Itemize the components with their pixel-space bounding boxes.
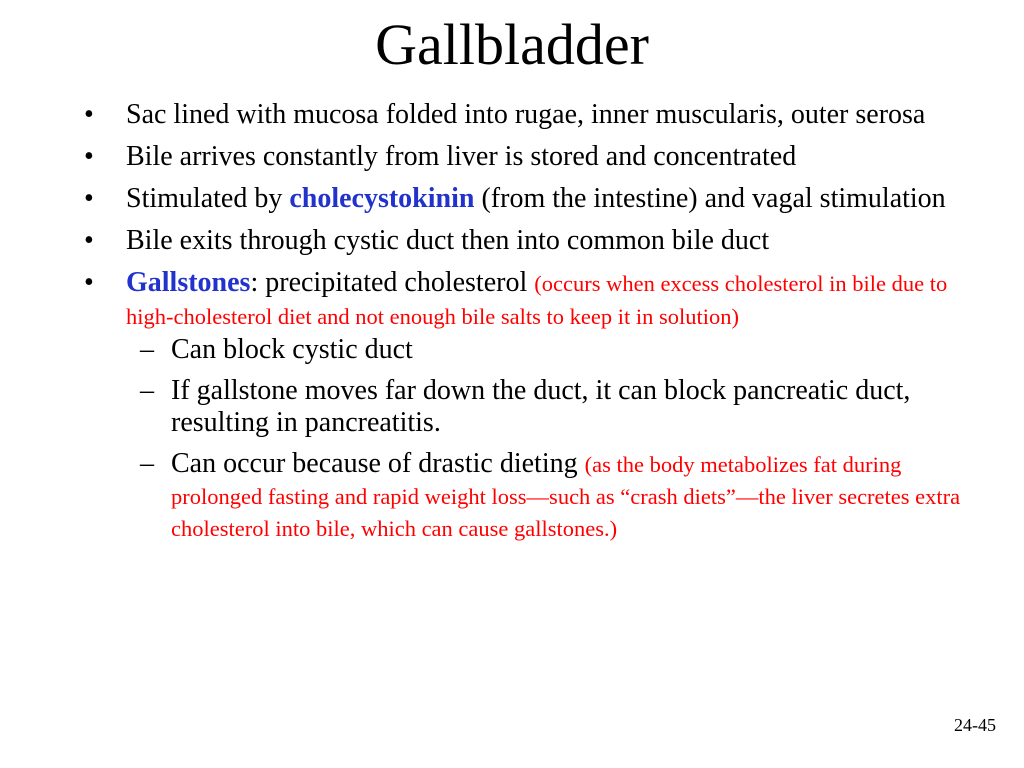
sub-bullet-text: If gallstone moves far down the duct, it can block pancreatic duct, resulting in pancreatitis.	[171, 375, 911, 438]
bullet-marker: •	[84, 267, 94, 298]
sub-bullet-text: Can occur because of drastic dieting	[171, 448, 585, 479]
note-text: (as the body metabolizes fat during prolonged fasting and rapid weight loss—such as “crash diets”—the liver secretes extra cholesterol into bile, which can cause gallstones.)	[171, 452, 961, 541]
bullet-marker: •	[84, 99, 94, 130]
sub-bullet-item	[0, 448, 1024, 544]
bullet-item	[0, 182, 1024, 215]
bullet-list	[0, 98, 1024, 553]
bullet-text: Sac lined with mucosa folded into rugae, inner muscularis, outer serosa	[126, 99, 926, 130]
key-term-cholecystokinin: cholecystokinin	[289, 183, 475, 214]
sub-bullet-item	[0, 375, 1024, 439]
bullet-item	[0, 266, 1024, 332]
sub-bullet-text: Can block cystic duct	[171, 334, 413, 365]
bullet-marker: •	[84, 141, 94, 172]
sub-bullet-marker: –	[140, 375, 154, 406]
sub-bullet-item	[0, 334, 1024, 366]
sub-bullet-marker: –	[140, 334, 154, 365]
bullet-marker: •	[84, 225, 94, 256]
bullet-text-after: (from the intestine) and vagal stimulation	[474, 183, 946, 214]
sub-bullet-marker: –	[140, 448, 154, 479]
bullet-item	[0, 98, 1024, 131]
key-term-gallstones: Gallstones	[126, 267, 251, 298]
bullet-item	[0, 224, 1024, 257]
slide-title: Gallbladder	[375, 12, 649, 77]
slide-number: 24-45	[954, 715, 996, 735]
bullet-text-after: : precipitated cholesterol	[250, 267, 535, 298]
bullet-text: Bile exits through cystic duct then into common bile duct	[126, 225, 770, 256]
bullet-text: Bile arrives constantly from liver is stored and concentrated	[126, 141, 797, 172]
bullet-item	[0, 140, 1024, 173]
bullet-marker: •	[84, 183, 94, 214]
bullet-text-before: Stimulated by	[126, 183, 290, 214]
note-text: (occurs when excess cholesterol in bile due to high-cholesterol diet and not enough bile salts to keep it in solution)	[126, 271, 948, 329]
